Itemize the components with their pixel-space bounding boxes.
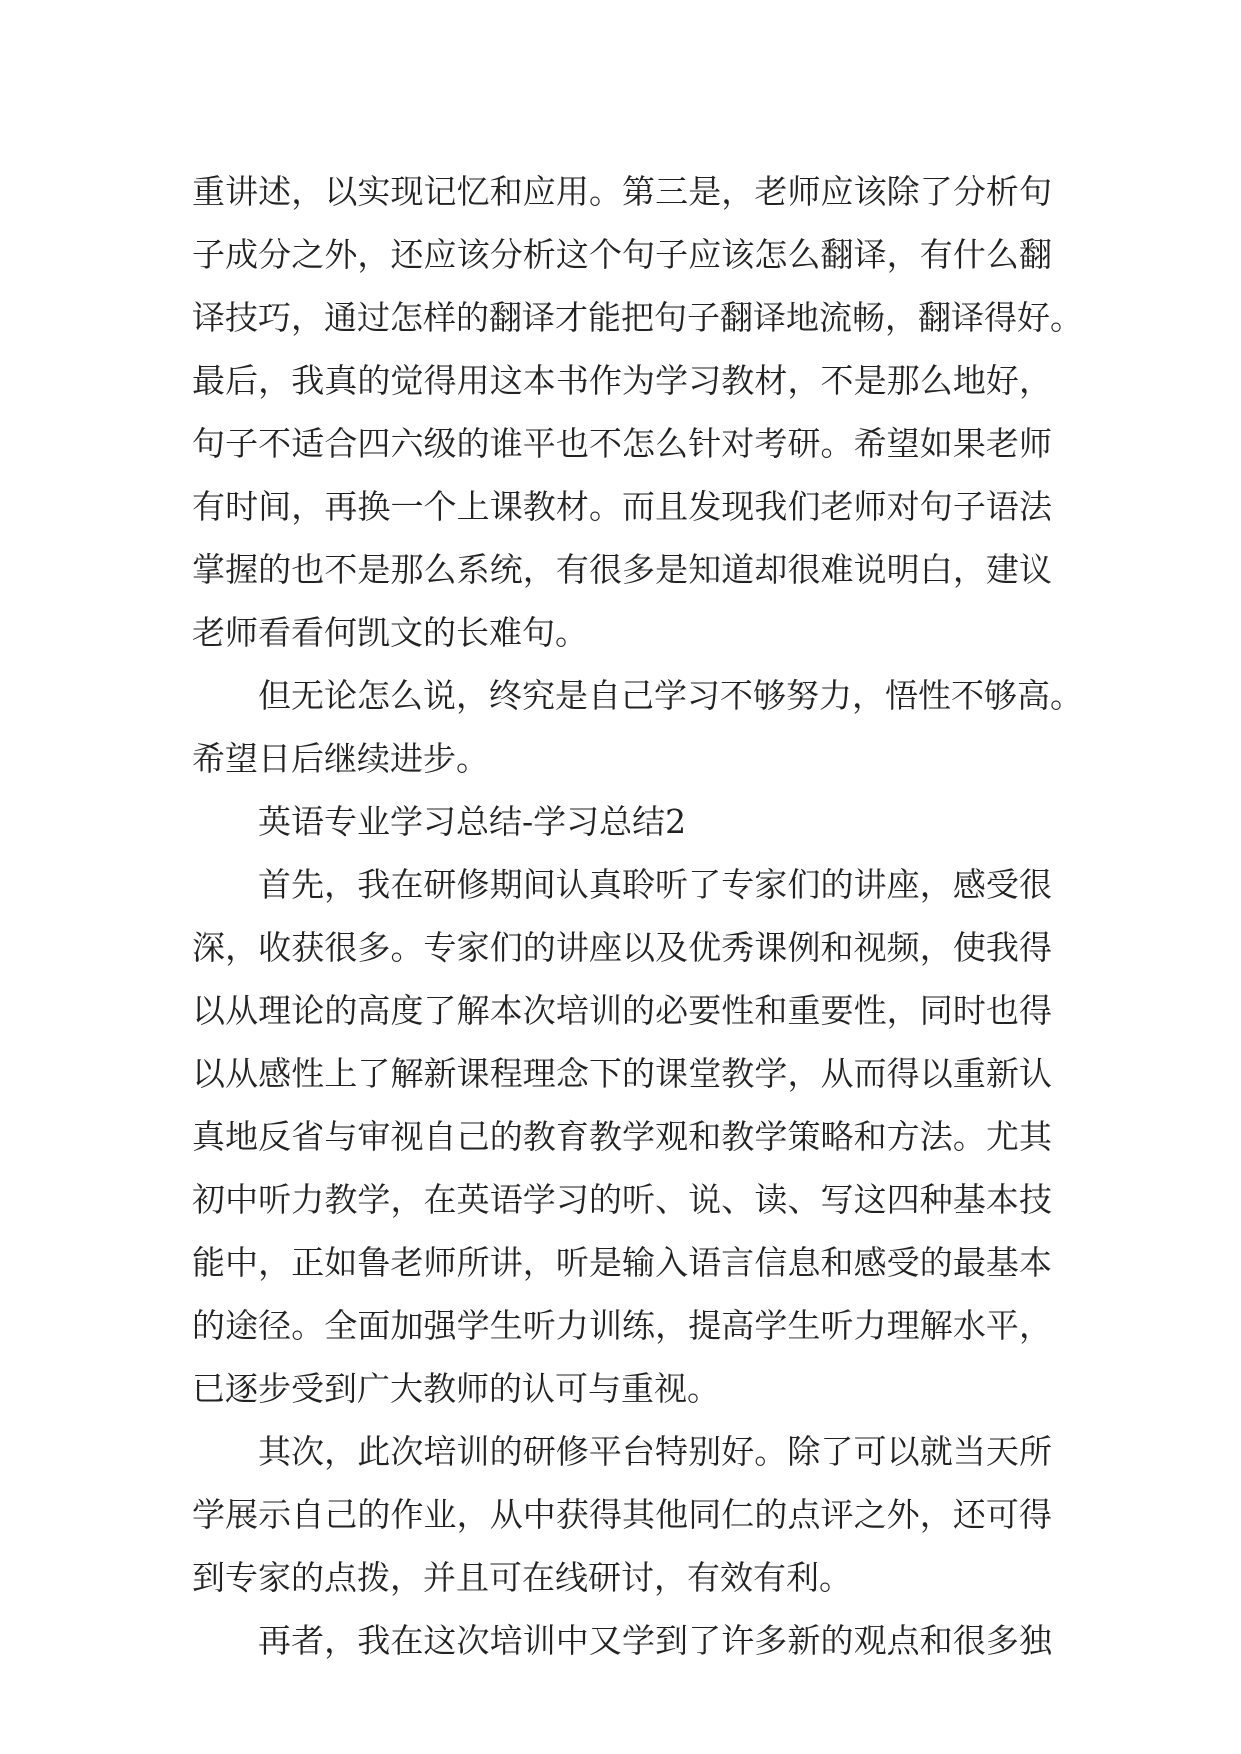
text-line: 重讲述，以实现记忆和应用。第三是，老师应该除了分析句 xyxy=(192,172,1052,211)
section-heading: 英语专业学习总结-学习总结2 xyxy=(258,802,687,841)
text-line: 其次，此次培训的研修平台特别好。除了可以就当天所 xyxy=(258,1432,1052,1471)
text-line: 能中，正如鲁老师所讲，听是输入语言信息和感受的最基本 xyxy=(192,1243,1052,1282)
text-line: 以从理论的高度了解本次培训的必要性和重要性，同时也得 xyxy=(192,991,1052,1030)
text-line: 老师看看何凯文的长难句。 xyxy=(192,613,588,652)
text-line: 已逐步受到广大教师的认可与重视。 xyxy=(192,1369,720,1408)
text-line: 初中听力教学，在英语学习的听、说、读、写这四种基本技 xyxy=(192,1180,1052,1219)
text-line: 但无论怎么说，终究是自己学习不够努力，悟性不够高。 xyxy=(258,676,1083,715)
text-line: 最后，我真的觉得用这本书作为学习教材，不是那么地好， xyxy=(192,361,1052,400)
text-line: 学展示自己的作业，从中获得其他同仁的点评之外，还可得 xyxy=(192,1495,1052,1534)
text-line: 首先，我在研修期间认真聆听了专家们的讲座，感受很 xyxy=(258,865,1052,904)
text-line: 掌握的也不是那么系统，有很多是知道却很难说明白，建议 xyxy=(192,550,1052,589)
text-line: 有时间，再换一个上课教材。而且发现我们老师对句子语法 xyxy=(192,487,1052,526)
text-line: 以从感性上了解新课程理念下的课堂教学，从而得以重新认 xyxy=(192,1054,1052,1093)
text-line: 真地反省与审视自己的教育教学观和教学策略和方法。尤其 xyxy=(192,1117,1052,1156)
text-line: 译技巧，通过怎样的翻译才能把句子翻译地流畅，翻译得好。 xyxy=(192,298,1083,337)
text-line: 到专家的点拨，并且可在线研讨，有效有利。 xyxy=(192,1558,852,1597)
text-line: 深，收获很多。专家们的讲座以及优秀课例和视频，使我得 xyxy=(192,928,1052,967)
text-line: 再者，我在这次培训中又学到了许多新的观点和很多独 xyxy=(258,1621,1052,1660)
text-line: 的途径。全面加强学生听力训练，提高学生听力理解水平， xyxy=(192,1306,1052,1345)
text-line: 句子不适合四六级的谁平也不怎么针对考研。希望如果老师 xyxy=(192,424,1052,463)
text-line: 子成分之外，还应该分析这个句子应该怎么翻译，有什么翻 xyxy=(192,235,1052,274)
text-line: 希望日后继续进步。 xyxy=(192,739,489,778)
document-body xyxy=(192,160,1083,1672)
